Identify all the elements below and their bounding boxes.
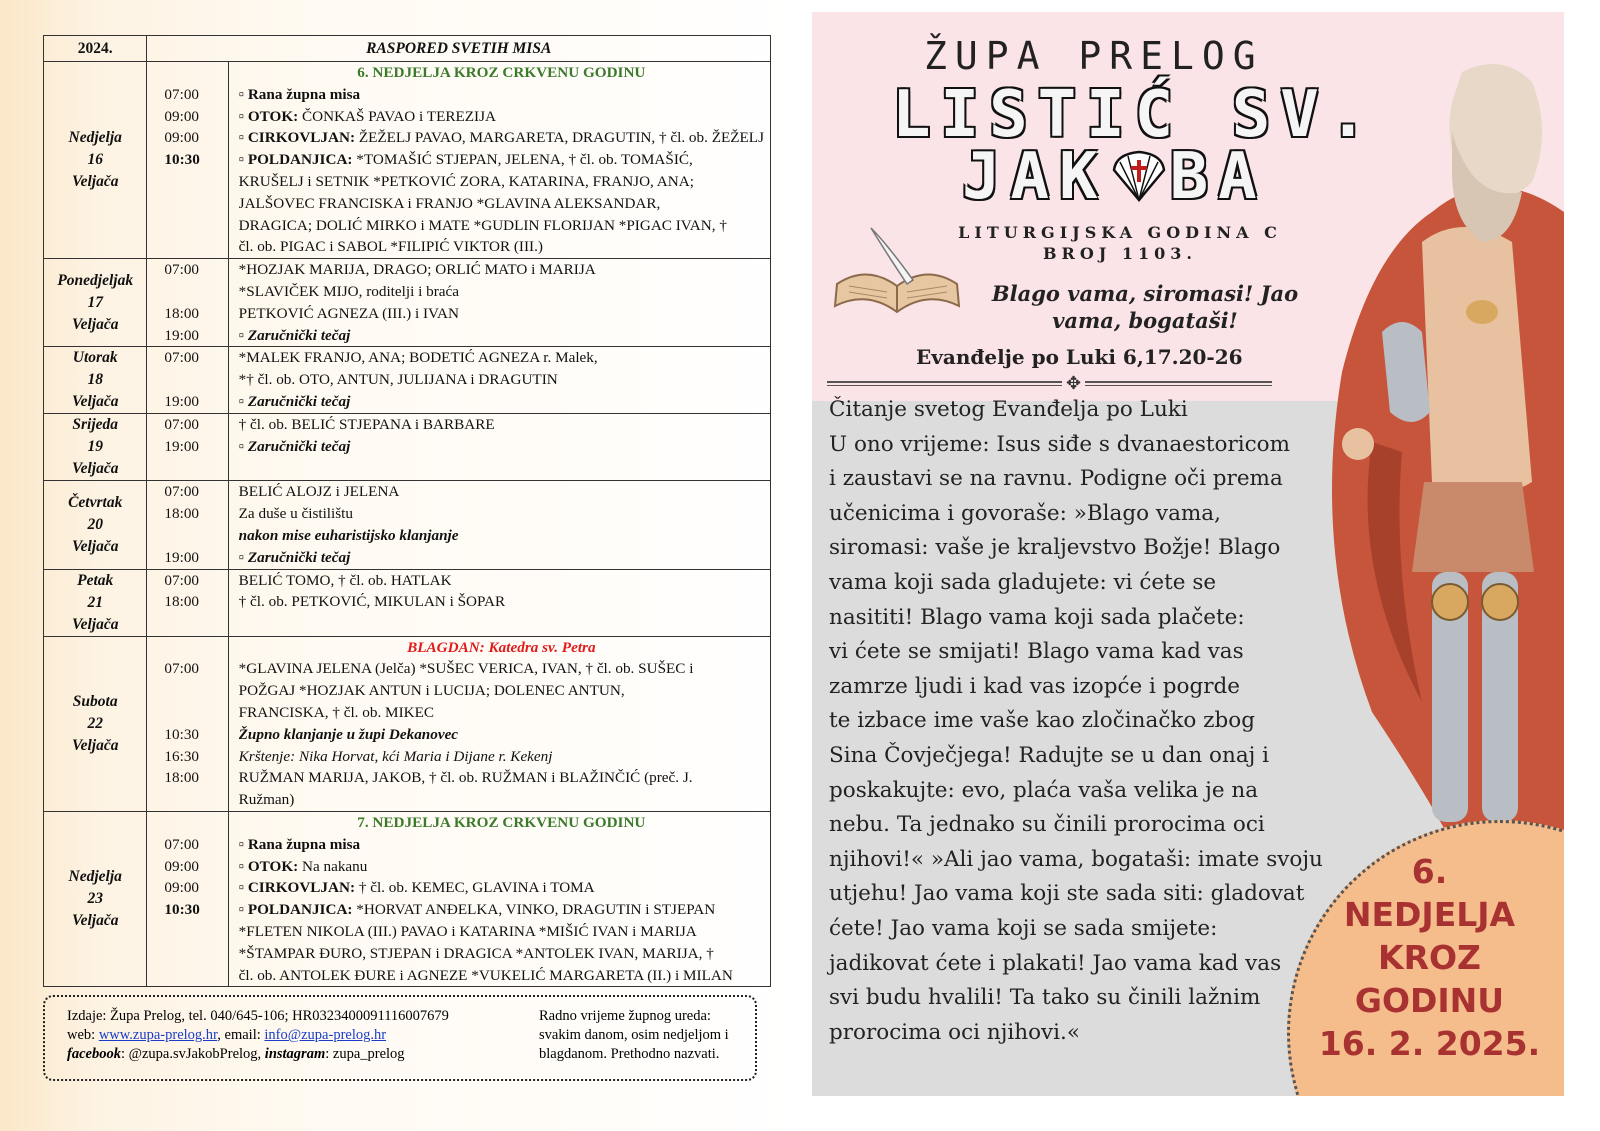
mass-intention: Za duše u čistilištu bbox=[238, 505, 353, 523]
mass-time: 09:00 bbox=[164, 107, 200, 125]
reading-line: i zaustavi se na ravnu. Podigne oči prema bbox=[829, 466, 1283, 492]
day-month: Veljača bbox=[71, 460, 119, 478]
mass-time bbox=[164, 943, 227, 965]
day-month: Veljača bbox=[71, 537, 119, 555]
title-part-b: BA bbox=[1169, 140, 1267, 214]
sunday-number: 6. bbox=[1411, 852, 1448, 891]
location-label: OTOK: bbox=[247, 857, 299, 875]
scallop-shell-icon bbox=[1108, 148, 1170, 204]
web-label: web: bbox=[67, 1027, 99, 1043]
mass-time: 07:00 bbox=[164, 416, 200, 434]
divider-line bbox=[827, 381, 1272, 383]
day-cell bbox=[44, 259, 147, 347]
bulletin-title-line1: LISTIĆ SV. bbox=[892, 78, 1378, 152]
reading-line: Čitanje svetog Evanđelja po Luki bbox=[829, 397, 1188, 422]
time-cell bbox=[147, 811, 228, 986]
mass-intention: FRANCISKA, † čl. ob. MIKEC bbox=[238, 703, 434, 721]
mass-intention: ▫ OTOK: Na nakanu bbox=[238, 857, 368, 875]
mass-time: 19:00 bbox=[164, 438, 200, 456]
day-month: Veljača bbox=[71, 615, 119, 633]
mass-intention: *GLAVINA JELENA (Jelča) *SUŠEC VERICA, IVAN, † čl. ob. SUŠEC i bbox=[238, 660, 694, 678]
day-cell bbox=[44, 414, 147, 481]
day-row bbox=[44, 481, 771, 569]
website-link[interactable]: www.zupa-prelog.hr bbox=[98, 1027, 218, 1043]
mass-time bbox=[164, 965, 227, 987]
day-day: Subota bbox=[72, 692, 118, 710]
mass-intention: Krštenje: Nika Horvat, kći Maria i Dijane r. Kekenj bbox=[238, 747, 553, 765]
day-month: Veljača bbox=[71, 173, 119, 191]
time-cell bbox=[147, 62, 228, 259]
day-day: Srijeda bbox=[72, 416, 119, 434]
mass-intention: *ŠTAMPAR ĐURO, STJEPAN i DRAGICA *ANTOLEK IVAN, MARIJA, † bbox=[238, 944, 714, 962]
day-month: Veljača bbox=[71, 912, 119, 930]
reading-line: poskakujte: evo, plaća vaša velika je na bbox=[829, 777, 1259, 803]
day-cell bbox=[44, 62, 147, 259]
mass-intention: ▫ Zaručnički tečaj bbox=[238, 326, 351, 344]
time-cell bbox=[147, 347, 228, 414]
day-month: Veljača bbox=[71, 736, 119, 754]
open-book-quill-icon bbox=[827, 224, 967, 324]
day-row bbox=[44, 414, 771, 481]
title-part-a: JAK bbox=[962, 140, 1108, 214]
email-label: , email: bbox=[217, 1027, 265, 1043]
day-num: 19 bbox=[87, 438, 103, 456]
day-cell bbox=[44, 811, 147, 986]
mass-time bbox=[164, 62, 227, 84]
mass-intention: ▫ CIRKOVLJAN: ŽEŽELJ PAVAO, MARGARETA, DRAGUTIN, † čl. ob. ŽEŽELJ bbox=[238, 129, 764, 147]
mass-intention: čl. ob. PIGAC i SABOL *FILIPIĆ VIKTOR (III.) bbox=[238, 238, 543, 256]
day-num: 23 bbox=[87, 890, 103, 908]
reading-line: jadikovat ćete i plakati! Jao vama kad vas bbox=[829, 950, 1282, 976]
liturgical-year-label: LITURGIJSKA GODINA C bbox=[958, 223, 1282, 242]
mass-intention: ▫ CIRKOVLJAN: † čl. ob. KEMEC, GLAVINA i TOMA bbox=[238, 879, 595, 897]
mass-time: 19:00 bbox=[164, 326, 200, 344]
mass-time: 07:00 bbox=[164, 349, 200, 367]
reading-line: siromasi: vaše je kraljevstvo Božje! Blago bbox=[829, 535, 1281, 561]
intention-cell bbox=[228, 259, 770, 347]
gospel-reading bbox=[829, 393, 1329, 1050]
mass-time: 10:30 bbox=[164, 725, 200, 743]
mass-time: 07:00 bbox=[164, 483, 200, 501]
mass-time: 18:00 bbox=[164, 505, 200, 523]
mass-intention: *† čl. ob. OTO, ANTUN, JULIJANA i DRAGUTIN bbox=[238, 371, 558, 389]
feast-header: BLAGDAN: Katedra sv. Petra bbox=[407, 638, 596, 656]
schedule-year: 2024. bbox=[44, 36, 147, 62]
location-label: CIRKOVLJAN: bbox=[247, 879, 356, 897]
mass-intention: RUŽMAN MARIJA, JAKOB, † čl. ob. RUŽMAN i BLAŽINČIĆ (preč. J. bbox=[238, 769, 693, 787]
mass-intention: JALŠOVEC FRANCISKA i FRANJO *GLAVINA ALEKSANDAR, bbox=[238, 194, 661, 212]
mass-time: 07:00 bbox=[164, 85, 200, 103]
mass-intention: BELIĆ TOMO, † čl. ob. HATLAK bbox=[238, 571, 452, 589]
facebook-handle: : @zupa.svJakobPrelog, bbox=[120, 1046, 265, 1062]
divider-line-thin bbox=[827, 385, 1272, 386]
reading-line: učenicima i govoraše: »Blago vama, bbox=[829, 500, 1221, 526]
intention-cell bbox=[228, 347, 770, 414]
mass-time bbox=[164, 680, 227, 702]
mass-time: 19:00 bbox=[164, 548, 200, 566]
mass-intention: čl. ob. ANTOLEK ĐURE i AGNEZE *VUKELIĆ MARGARETA (II.) i MILAN bbox=[238, 966, 733, 984]
office-hours-title: Radno vrijeme župnog ureda: bbox=[539, 1008, 711, 1024]
day-num: 18 bbox=[87, 371, 103, 389]
reading-line: nasititi! Blago vama koji sada plačete: bbox=[829, 604, 1245, 630]
mass-time bbox=[164, 193, 227, 215]
office-hours-line: svakim danom, osim nedjeljom i bbox=[539, 1027, 729, 1043]
reading-line: vi ćete se smijati! Blago vama kad vas bbox=[829, 639, 1244, 665]
reading-line: vama koji sada gladujete: vi ćete se bbox=[829, 569, 1217, 595]
location-label: POLDANJICA: bbox=[247, 151, 353, 169]
day-num: 16 bbox=[87, 151, 103, 169]
day-row bbox=[44, 347, 771, 414]
mass-intention: ▫ Zaručnički tečaj bbox=[238, 548, 351, 566]
mass-time bbox=[164, 702, 227, 724]
sunday-header: 7. NEDJELJA KROZ CRKVENU GODINU bbox=[357, 813, 646, 831]
mass-intention: PETKOVIĆ AGNEZA (III.) i IVAN bbox=[238, 304, 459, 322]
reading-line: prorocima oci njihovi.« bbox=[829, 1019, 1081, 1045]
mass-intention: ▫ Rana župna misa bbox=[238, 85, 361, 103]
date-label: 16. 2. 2025. bbox=[1318, 1024, 1541, 1063]
reading-line: te izbace ime vaše kao zločinačko zbog bbox=[829, 708, 1255, 734]
day-num: 17 bbox=[87, 293, 103, 311]
day-day: Petak bbox=[77, 571, 114, 589]
mass-intention bbox=[239, 458, 764, 480]
facebook-label: facebook bbox=[67, 1046, 121, 1062]
mass-intention: ▫ POLDANJICA: *HORVAT ANĐELKA, VINKO, DRAGUTIN i STJEPAN bbox=[238, 901, 716, 919]
mass-time: 10:30 bbox=[164, 151, 200, 169]
reading-line: nebu. Ta jednako su činili prorocima oci bbox=[829, 812, 1265, 838]
through-label: KROZ bbox=[1378, 938, 1481, 977]
reading-line: U ono vrijeme: Isus siđe s dvanaestoricom bbox=[829, 431, 1291, 457]
mass-intention: BELIĆ ALOJZ i JELENA bbox=[238, 483, 400, 501]
day-num: 22 bbox=[87, 714, 103, 732]
mass-intention bbox=[239, 613, 764, 635]
publisher-info bbox=[67, 1007, 449, 1064]
time-cell bbox=[147, 481, 228, 569]
mass-time: 18:00 bbox=[164, 593, 200, 611]
reading-line: zamrze ljudi i kad vas izopće i pogrde bbox=[829, 673, 1240, 699]
mass-time: 07:00 bbox=[164, 835, 200, 853]
mass-intention: *SLAVIČEK MIJO, roditelji i braća bbox=[238, 282, 459, 300]
day-num: 20 bbox=[87, 515, 103, 533]
mass-intention: DRAGICA; DOLIĆ MIRKO i MATE *GUDLIN FLORIJAN *PIGAC IVAN, † bbox=[238, 216, 727, 234]
mass-time: 07:00 bbox=[164, 571, 200, 589]
email-link[interactable]: info@zupa-prelog.hr bbox=[264, 1027, 387, 1043]
day-row bbox=[44, 811, 771, 986]
intention-cell bbox=[228, 62, 770, 259]
time-cell bbox=[147, 636, 228, 811]
mass-time: 16:30 bbox=[164, 747, 200, 765]
mass-time: 19:00 bbox=[164, 392, 200, 410]
reading-line: svi budu hvalili! Ta tako su činili lažnim bbox=[829, 985, 1261, 1011]
mass-schedule-table bbox=[43, 35, 771, 987]
mass-time: 18:00 bbox=[164, 304, 200, 322]
day-row bbox=[44, 569, 771, 636]
mass-intention: Župno klanjanje u župi Dekanovec bbox=[238, 725, 459, 743]
cover-page bbox=[812, 12, 1564, 1096]
day-row bbox=[44, 259, 771, 347]
mass-time: 07:00 bbox=[164, 261, 200, 279]
mass-intention: KRUŠELJ i SETNIK *PETKOVIĆ ZORA, KATARINA, FRANJO, ANA; bbox=[238, 172, 694, 190]
office-hours-note: blagdanom. Prethodno nazvati. bbox=[539, 1046, 720, 1062]
time-cell bbox=[147, 414, 228, 481]
sunday-label: NEDJELJA bbox=[1343, 895, 1516, 934]
mass-time bbox=[164, 637, 227, 659]
intention-cell bbox=[228, 569, 770, 636]
mass-intention: *FLETEN NIKOLA (III.) PAVAO i KATARINA *MIŠIĆ IVAN i MARIJA bbox=[238, 922, 697, 940]
contact-line bbox=[67, 1026, 449, 1045]
instagram-label: instagram bbox=[264, 1046, 326, 1062]
mass-intention: † čl. ob. PETKOVIĆ, MIKULAN i ŠOPAR bbox=[238, 593, 506, 611]
day-cell bbox=[44, 569, 147, 636]
parish-name: ŽUPA PRELOG bbox=[924, 34, 1264, 78]
saint-james-statue-image bbox=[1312, 12, 1564, 862]
mass-time: 09:00 bbox=[164, 129, 200, 147]
day-day: Ponedjeljak bbox=[57, 271, 134, 289]
mass-time bbox=[164, 789, 227, 811]
mass-time: 09:00 bbox=[164, 879, 200, 897]
location-label: OTOK: bbox=[247, 107, 299, 125]
mass-time bbox=[164, 236, 227, 258]
location-label: CIRKOVLJAN: bbox=[247, 129, 356, 147]
intention-cell bbox=[228, 481, 770, 569]
office-hours bbox=[539, 1007, 729, 1064]
reading-line: njihovi!« »Ali jao vama, bogataši: imate svoju bbox=[829, 846, 1323, 872]
day-row bbox=[44, 636, 771, 811]
day-cell bbox=[44, 481, 147, 569]
day-cell bbox=[44, 347, 147, 414]
reading-line: ćete! Jao vama koji se sada smijete: bbox=[829, 915, 1218, 941]
mass-time: 09:00 bbox=[164, 857, 200, 875]
location-label: POLDANJICA: bbox=[247, 901, 353, 919]
mass-intention: ▫ Zaručnički tečaj bbox=[238, 392, 351, 410]
mass-time bbox=[164, 921, 227, 943]
intention-cell bbox=[228, 811, 770, 986]
cross-ornament-icon: ✥ bbox=[1062, 373, 1085, 394]
day-month: Veljača bbox=[71, 393, 119, 411]
mass-intention: ▫ Zaručnički tečaj bbox=[238, 438, 351, 456]
mass-time bbox=[164, 369, 227, 391]
mass-intention: ▫ Rana župna misa bbox=[238, 835, 361, 853]
time-cell bbox=[147, 569, 228, 636]
gospel-reference: Evanđelje po Luki 6,17.20-26 bbox=[916, 345, 1243, 369]
mass-time bbox=[164, 281, 227, 303]
intention-cell bbox=[228, 414, 770, 481]
sunday-header: 6. NEDJELJA KROZ CRKVENU GODINU bbox=[357, 64, 646, 81]
day-day: Nedjelja bbox=[68, 868, 122, 886]
issue-number: BROJ 1103. bbox=[1043, 244, 1197, 263]
schedule-header-row bbox=[44, 36, 771, 62]
bulletin-title-line2 bbox=[962, 140, 1267, 214]
mass-time: 18:00 bbox=[164, 769, 200, 787]
mass-time bbox=[164, 812, 227, 834]
day-row bbox=[44, 62, 771, 259]
mass-time bbox=[164, 525, 227, 547]
publisher-footer bbox=[43, 995, 757, 1081]
mass-intention: ▫ OTOK: ČONKAŠ PAVAO i TEREZIJA bbox=[238, 107, 496, 125]
date-badge-text bbox=[1297, 850, 1562, 1065]
liturgical-year bbox=[955, 222, 1285, 264]
mass-time bbox=[164, 613, 227, 635]
instagram-handle: : zupa_prelog bbox=[325, 1046, 405, 1062]
reading-line: Sina Čovječjega! Radujte se u dan onaj i bbox=[829, 742, 1270, 768]
mass-intention: nakon mise euharistijsko klanjanje bbox=[238, 526, 459, 544]
mass-intention: † čl. ob. BELIĆ STJEPANA i BARBARE bbox=[238, 416, 495, 434]
mass-time bbox=[164, 215, 227, 237]
intention-cell bbox=[228, 636, 770, 811]
time-cell bbox=[147, 259, 228, 347]
year-label: GODINU bbox=[1354, 981, 1505, 1020]
social-line bbox=[67, 1045, 449, 1064]
mass-intention: POŽGAJ *HOZJAK ANTUN i LUCIJA; DOLENEC ANTUN, bbox=[238, 682, 625, 700]
reading-line: utjehu! Jao vama koji ste sada siti: gladovat bbox=[829, 881, 1305, 907]
publisher-line: Izdaje: Župa Prelog, tel. 040/645-106; HR0323400091116007679 bbox=[67, 1008, 449, 1024]
gospel-quote: Blago vama, siromasi! Jao vama, bogataši! bbox=[991, 281, 1299, 333]
mass-intention: *HOZJAK MARIJA, DRAGO; ORLIĆ MATO i MARIJA bbox=[238, 261, 596, 279]
day-day: Četvrtak bbox=[68, 493, 123, 511]
schedule-title: RASPORED SVETIH MISA bbox=[147, 36, 771, 62]
mass-intention: ▫ POLDANJICA: *TOMAŠIĆ STJEPAN, JELENA, † čl. ob. TOMAŠIĆ, bbox=[238, 151, 693, 169]
mass-time bbox=[164, 171, 227, 193]
day-cell bbox=[44, 636, 147, 811]
mass-time: 07:00 bbox=[164, 660, 200, 678]
mass-intention: Ružman) bbox=[238, 791, 295, 809]
day-month: Veljača bbox=[71, 315, 119, 333]
day-day: Nedjelja bbox=[68, 129, 122, 147]
mass-time bbox=[164, 458, 227, 480]
day-day: Utorak bbox=[72, 349, 118, 367]
mass-time: 10:30 bbox=[164, 901, 200, 919]
mass-intention: *MALEK FRANJO, ANA; BODETIĆ AGNEZA r. Malek, bbox=[238, 349, 598, 367]
day-num: 21 bbox=[87, 593, 103, 611]
